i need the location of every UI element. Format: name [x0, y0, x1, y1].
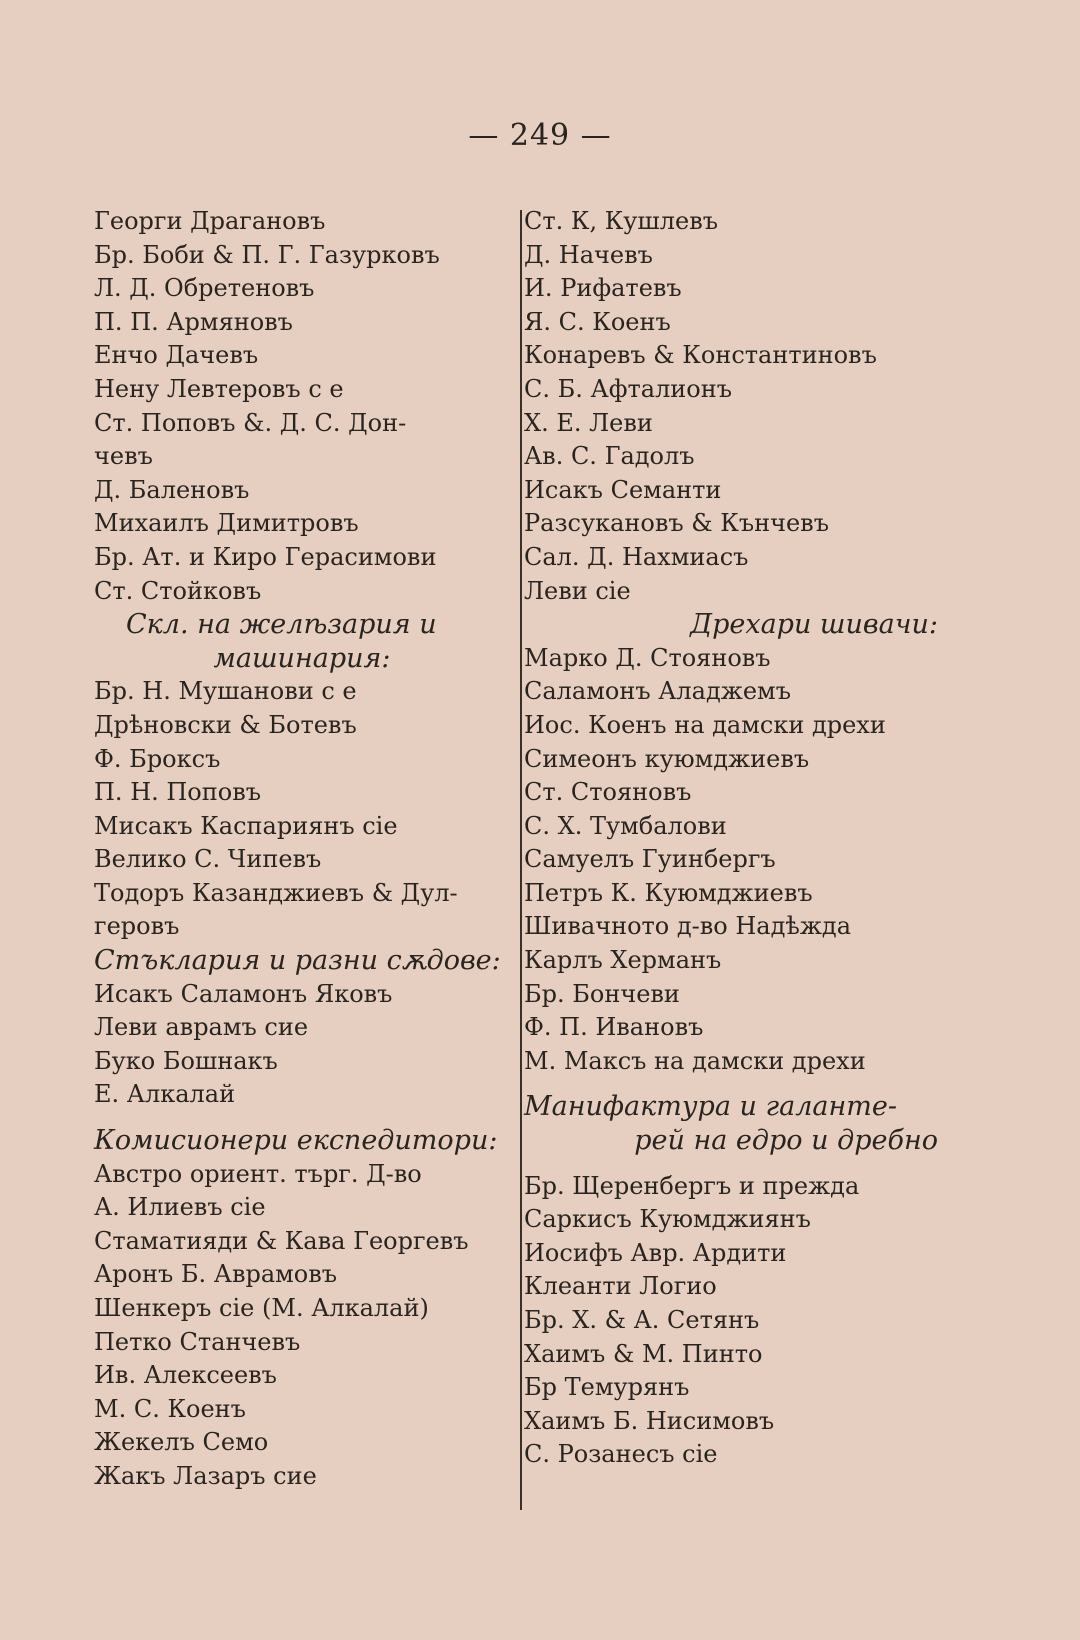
list-item: Австро ориент. търг. Д-во — [94, 1159, 422, 1188]
list-item: Ст. Стояновъ — [524, 778, 692, 807]
list-item: А. Илиевъ сіе — [94, 1193, 266, 1222]
list-item: Д. Начевъ — [524, 240, 653, 269]
list-item: Я. С. Коенъ — [524, 307, 671, 336]
list-item: Саркисъ Куюмджиянъ — [524, 1205, 811, 1234]
section-heading: Стъклария и разни сѫдове: — [94, 945, 501, 977]
list-item: Велико С. Чипевъ — [94, 845, 322, 874]
list-item: Карлъ Херманъ — [524, 946, 722, 975]
list-item: Стаматияди & Кава Георгевъ — [94, 1226, 469, 1255]
list-item: Жекелъ Семо — [94, 1428, 269, 1457]
list-item: Аронъ Б. Аврамовъ — [94, 1260, 338, 1289]
section-heading: Скл. на желѣзария и — [126, 609, 437, 641]
list-item: Леви аврамъ сие — [94, 1013, 309, 1042]
list-item: Жакъ Лазаръ сие — [94, 1461, 317, 1490]
list-item: Шивачното д-во Надѣжда — [524, 912, 851, 941]
list-item: Разсукановъ & Кънчевъ — [524, 509, 829, 538]
list-item: М. С. Коенъ — [94, 1394, 246, 1423]
list-item: Симеонъ куюмджиевъ — [524, 744, 810, 773]
list-item: Буко Бошнакъ — [94, 1046, 278, 1075]
list-item: Иос. Коенъ на дамски дрехи — [524, 710, 886, 739]
list-item: Дрѣновски & Ботевъ — [94, 710, 357, 739]
list-item: Бр Темурянъ — [524, 1373, 690, 1402]
section-heading: машинария: — [213, 642, 391, 674]
list-item: Ф. Броксъ — [94, 744, 221, 773]
list-item: Георги Драгановъ — [94, 207, 326, 235]
list-item: Саламонъ Аладжемъ — [524, 677, 791, 706]
list-item: Ив. Алексеевъ — [94, 1361, 277, 1390]
list-item: И. Рифатевъ — [524, 274, 682, 303]
list-item: Бр. Ат. и Киро Герасимови — [94, 542, 437, 571]
list-item: Л. Д. Обретеновъ — [94, 274, 315, 303]
list-item: Конаревъ & Константиновъ — [524, 341, 877, 370]
list-item: П. П. Армяновъ — [94, 307, 293, 336]
list-item: М. Максъ на дамски дрехи — [524, 1046, 866, 1075]
list-item: Бр. Х. & А. Сетянъ — [524, 1306, 760, 1334]
column-divider — [520, 210, 522, 1510]
left-column — [94, 205, 510, 1494]
list-item: Тодоръ Казанджиевъ & Дул- — [94, 878, 458, 907]
list-item: Ст. Стойковъ — [94, 576, 262, 605]
list-item: С. Б. Афталионъ — [524, 374, 733, 403]
section-heading: Комисионери експедитори: — [94, 1125, 498, 1157]
list-item: Ст. Поповъ &. Д. С. Дон- — [94, 408, 407, 437]
list-item: Петко Станчевъ — [94, 1327, 301, 1356]
page-number: — 249 — — [468, 118, 612, 153]
section-heading: Манифактура и галанте- — [524, 1091, 897, 1123]
list-item: Хаимъ & М. Пинто — [524, 1339, 763, 1368]
list-item: Енчо Дачевъ — [94, 341, 259, 370]
list-item: Исакъ Саламонъ Яковъ — [94, 979, 393, 1008]
list-item: Мисакъ Каспариянъ сіе — [94, 811, 398, 840]
list-item: Ф. П. Ивановъ — [524, 1013, 704, 1042]
list-item: Д. Баленовъ — [94, 475, 250, 504]
list-item: Шенкеръ сіе (М. Алкалай) — [94, 1294, 429, 1322]
list-item: С. Розанесъ сіе — [524, 1440, 718, 1469]
list-item: Нену Левтеровъ с е — [94, 374, 344, 403]
list-item: Бр. Щеренбергъ и прежда — [524, 1171, 860, 1200]
list-item: Леви сіе — [524, 576, 631, 605]
list-item: чевъ — [94, 442, 153, 471]
list-item: Самуелъ Гуинбергъ — [524, 845, 776, 874]
list-item: Ст. К, Кушлевъ — [524, 207, 718, 235]
list-item: Бр. Бончеви — [524, 979, 680, 1008]
list-item: Клеанти Логио — [524, 1272, 717, 1301]
list-item: Иосифъ Авр. Ардити — [524, 1238, 787, 1267]
list-item: Бр. Н. Мушанови с е — [94, 677, 357, 706]
list-item: Михаилъ Димитровъ — [94, 509, 359, 538]
list-item: Ав. С. Гадолъ — [524, 442, 695, 471]
list-item: Хаимъ Б. Нисимовъ — [524, 1406, 775, 1435]
list-item: С. Х. Тумбалови — [524, 811, 727, 840]
section-heading: Дрехари шивачи: — [690, 609, 938, 641]
list-item: Петръ К. Куюмджиевъ — [524, 878, 813, 907]
list-item: Х. Е. Леви — [524, 408, 653, 437]
list-item: Исакъ Семанти — [524, 475, 722, 504]
list-item: Е. Алкалай — [94, 1080, 236, 1109]
section-heading: рей на едро и дребно — [634, 1125, 938, 1157]
right-column — [524, 205, 944, 1472]
list-item: П. Н. Поповъ — [94, 778, 261, 807]
list-item: Сал. Д. Нахмиасъ — [524, 542, 749, 571]
list-item: геровъ — [94, 912, 180, 941]
list-item: Марко Д. Стояновъ — [524, 643, 771, 672]
list-item: Бр. Боби & П. Г. Газурковъ — [94, 240, 440, 269]
